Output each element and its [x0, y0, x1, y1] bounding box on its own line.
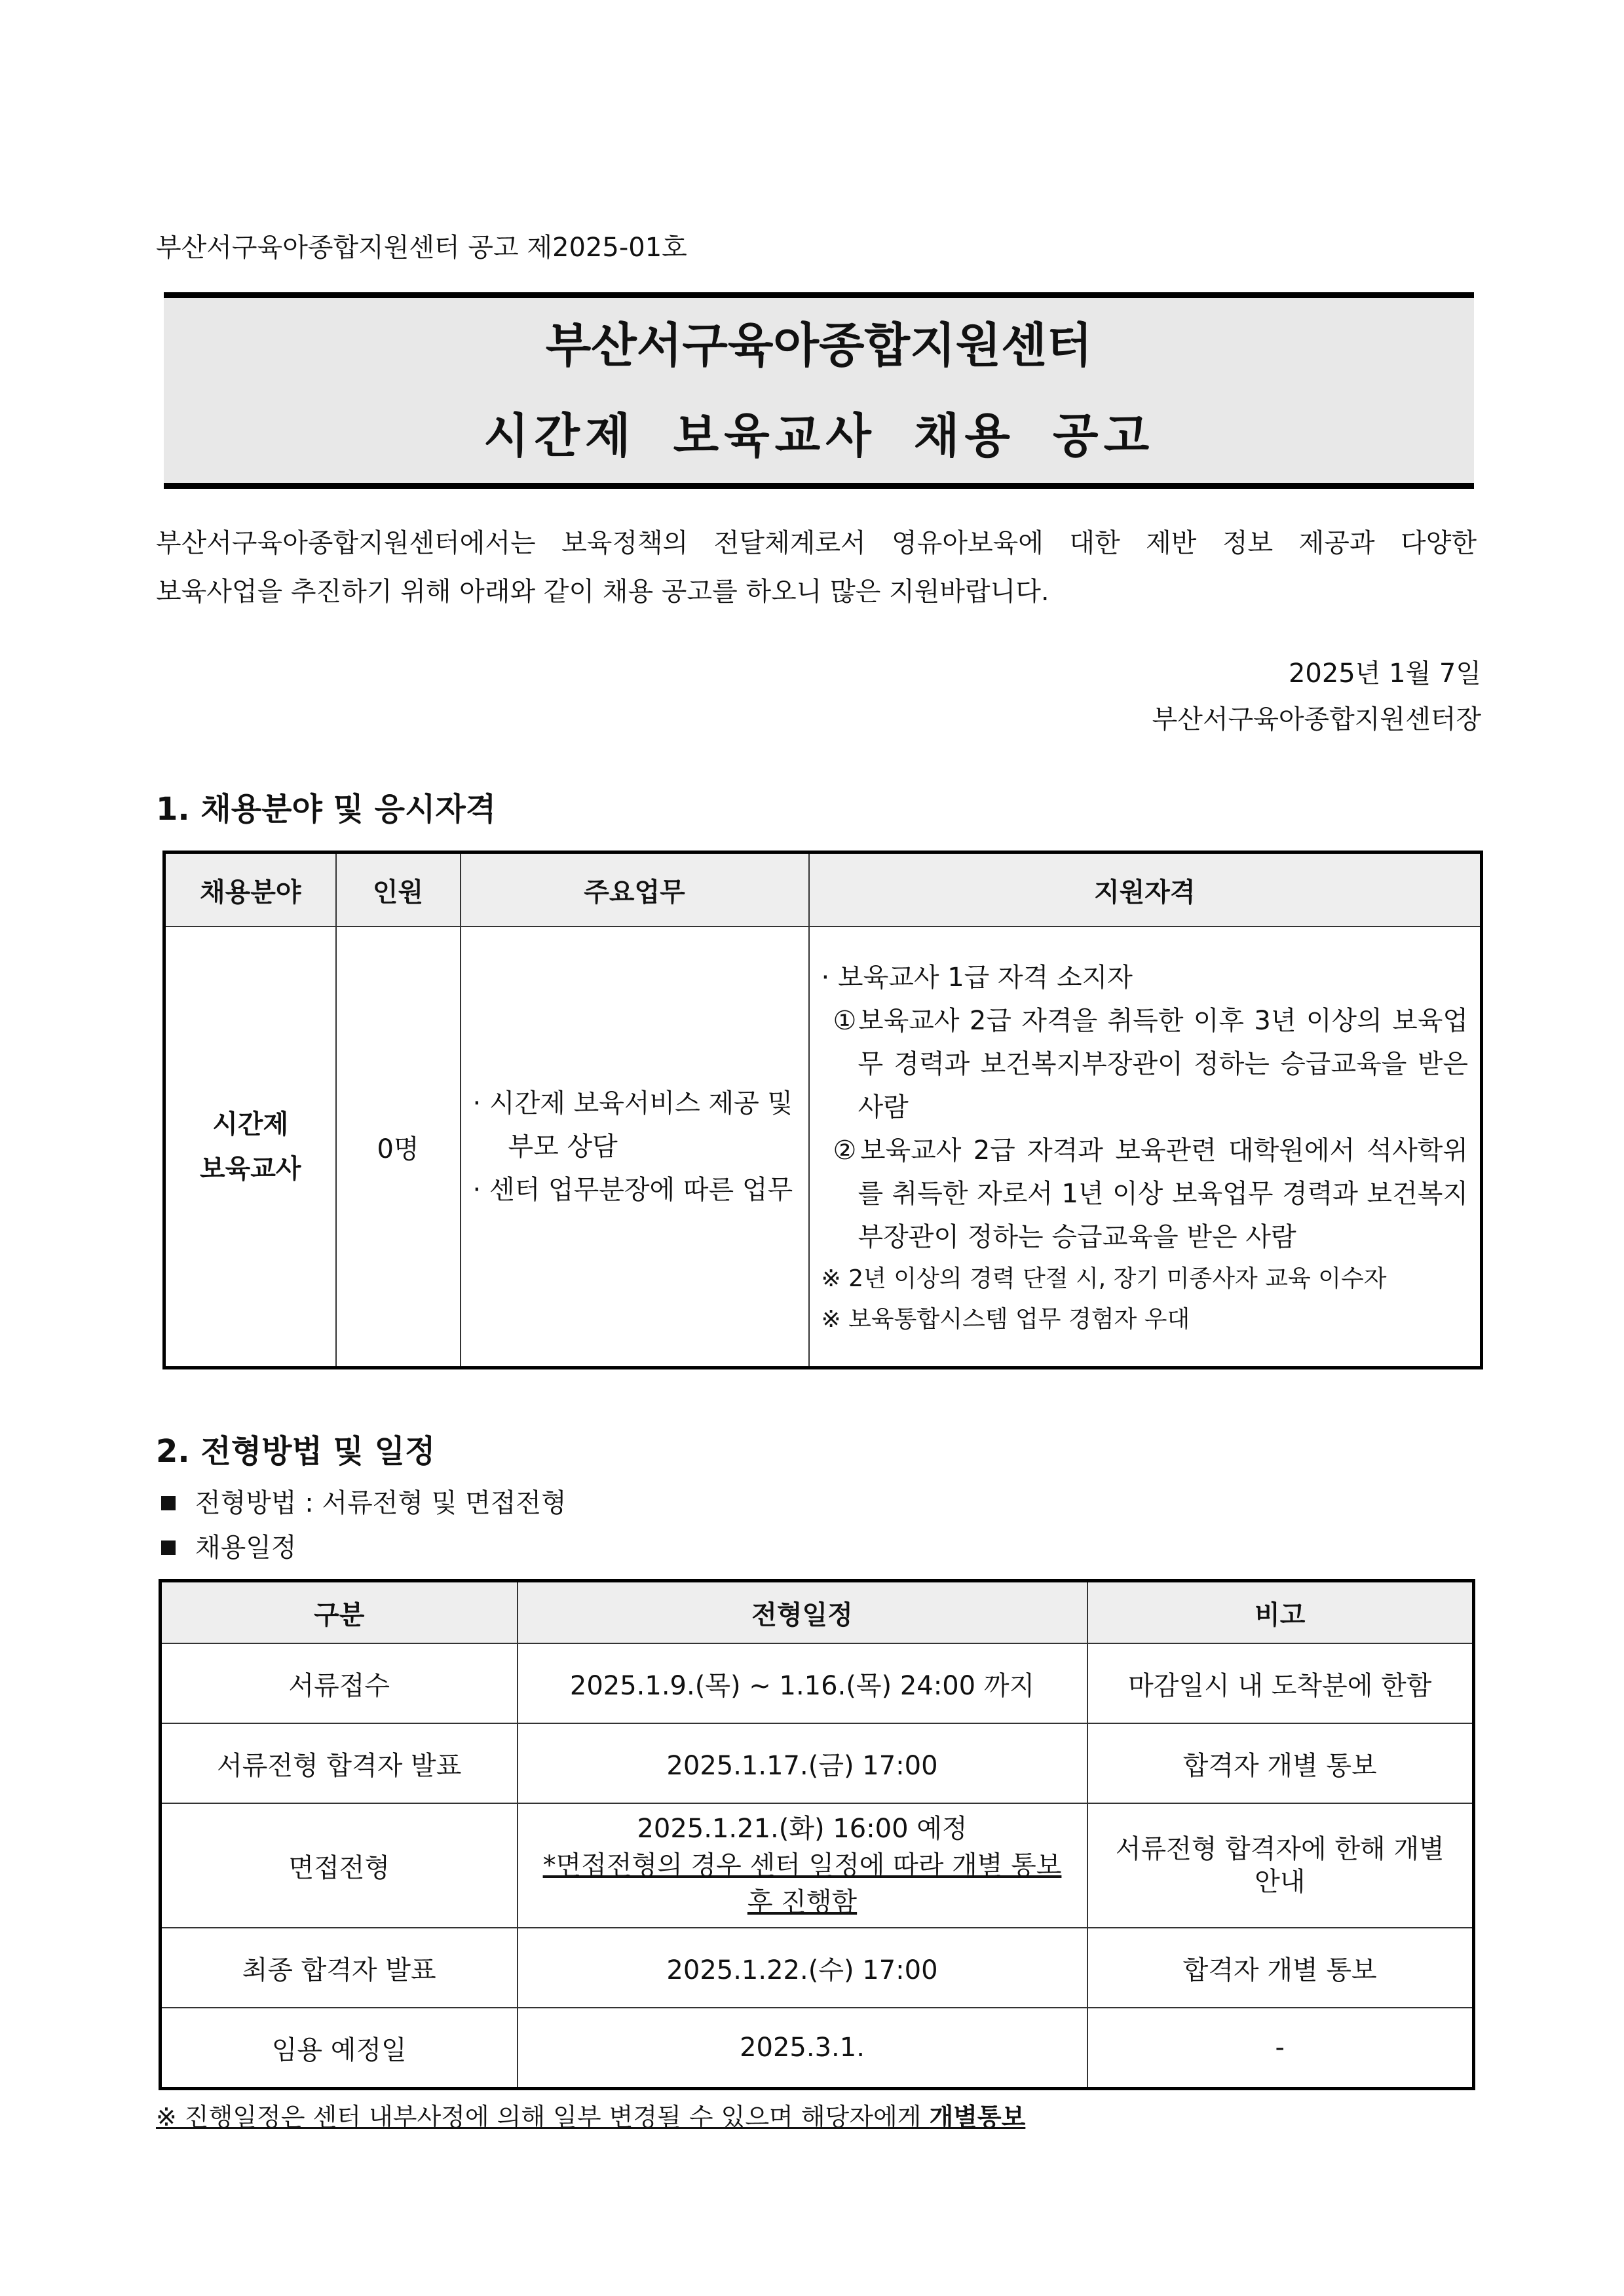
method-text: 전형방법 : 서류전형 및 면접전형	[195, 1488, 567, 1518]
table-row	[164, 927, 1482, 1368]
title-line-2: 시간제 보육교사 채용 공고	[483, 408, 1155, 463]
stage-cell: 최종 합격자 발표	[161, 1928, 518, 2008]
title-box	[164, 292, 1474, 489]
duty-item: · 시간제 보육서비스 제공 및 부모 상담	[472, 1088, 793, 1162]
table-row	[161, 1803, 1474, 1928]
notice-date: 2025년 1월 7일	[1288, 659, 1481, 689]
qualification-item: · 보육교사 1급 자격 소지자	[821, 963, 1133, 993]
interview-date: 2025.1.21.(화) 16:00 예정	[637, 1814, 968, 1844]
qualification-note: ※ 보육통합시스템 업무 경험자 우대	[821, 1306, 1190, 1333]
schedule-label: 채용일정	[195, 1533, 297, 1563]
recruitment-table	[162, 851, 1483, 1369]
square-bullet-icon	[161, 1540, 176, 1555]
section-1-heading: 1. 채용분야 및 응시자격	[156, 791, 497, 828]
header-schedule: 전형일정	[518, 1581, 1087, 1644]
section-2-heading: 2. 전형방법 및 일정	[156, 1433, 436, 1470]
stage-cell: 면접전형	[161, 1803, 518, 1928]
footnote-bold: 개별통보	[929, 2103, 1026, 2132]
schedule-line	[156, 1527, 297, 1564]
stage-cell: 서류전형 합격자 발표	[161, 1723, 518, 1803]
date-cell: 2025.1.9.(목) ~ 1.16.(목) 24:00 까지	[518, 1643, 1087, 1723]
table-row	[161, 1643, 1474, 1723]
intro-paragraph	[156, 519, 1477, 616]
date-cell: 2025.1.17.(금) 17:00	[518, 1723, 1087, 1803]
headcount-cell: 0명	[336, 927, 461, 1368]
header-stage: 구분	[161, 1581, 518, 1644]
signatory: 부산서구육아종합지원센터장	[1152, 704, 1481, 735]
title-line-1: 부산서구육아종합지원센터	[545, 318, 1093, 373]
qualifications-cell	[809, 927, 1482, 1368]
table-row	[161, 2008, 1474, 2089]
header-headcount: 인원	[336, 852, 461, 927]
table-row	[161, 1928, 1474, 2008]
table-row	[161, 1723, 1474, 1803]
table-header-row	[161, 1581, 1474, 1644]
method-line	[156, 1482, 567, 1520]
note-cell: 마감일시 내 도착분에 한함	[1087, 1643, 1474, 1723]
notice-number: 부산서구육아종합지원센터 공고 제2025-01호	[156, 233, 687, 263]
qualification-item: ①보육교사 2급 자격을 취득한 이후 3년 이상의 보육업무 경력과 보건복지부장관이 정하는 승급교육을 받은 사람	[833, 1006, 1468, 1122]
intro-line-2: 보육사업을 추진하기 위해 아래와 같이 채용 공고를 하오니 많은 지원바랍니다.	[156, 577, 1049, 607]
stage-cell: 서류접수	[161, 1643, 518, 1723]
stage-cell: 임용 예정일	[161, 2008, 518, 2089]
date-cell: 2025.1.22.(수) 17:00	[518, 1928, 1087, 2008]
intro-line-1: 부산서구육아종합지원센터에서는 보육정책의 전달체계로서 영유아보육에 대한 제반 정보 제공과 다양한	[156, 528, 1477, 558]
duties-cell	[461, 927, 809, 1368]
note-cell: 서류전형 합격자에 한해 개별 안내	[1087, 1803, 1474, 1928]
date-cell: 2025.3.1.	[518, 2008, 1087, 2089]
field-line-1: 시간제	[212, 1109, 289, 1139]
header-duties: 주요업무	[461, 852, 809, 927]
note-cell: -	[1087, 2008, 1474, 2089]
footnote	[156, 2097, 1025, 2133]
field-line-2: 보육교사	[199, 1154, 301, 1184]
interview-date-note: *면접전형의 경우 센터 일정에 따라 개별 통보 후 진행함	[542, 1850, 1062, 1917]
field-cell	[164, 927, 336, 1368]
header-field: 채용분야	[164, 852, 336, 927]
qualification-note: ※ 2년 이상의 경력 단절 시, 장기 미종사자 교육 이수자	[821, 1265, 1387, 1292]
qualification-item: ②보육교사 2급 자격과 보육관련 대학원에서 석사학위를 취득한 자로서 1년 이상 보육업무 경력과 보건복지부장관이 정하는 승급교육을 받은 사람	[833, 1136, 1468, 1252]
note-cell: 합격자 개별 통보	[1087, 1928, 1474, 2008]
note-cell: 합격자 개별 통보	[1087, 1723, 1474, 1803]
footnote-text: ※ 진행일정은 센터 내부사정에 의해 일부 변경될 수 있으며 해당자에게	[156, 2103, 930, 2132]
duty-item: · 센터 업무분장에 따른 업무	[472, 1175, 793, 1205]
table-header-row	[164, 852, 1482, 927]
square-bullet-icon	[161, 1496, 176, 1510]
schedule-table	[159, 1579, 1475, 2090]
header-qualifications: 지원자격	[809, 852, 1482, 927]
date-cell	[518, 1803, 1087, 1928]
header-note: 비고	[1087, 1581, 1474, 1644]
